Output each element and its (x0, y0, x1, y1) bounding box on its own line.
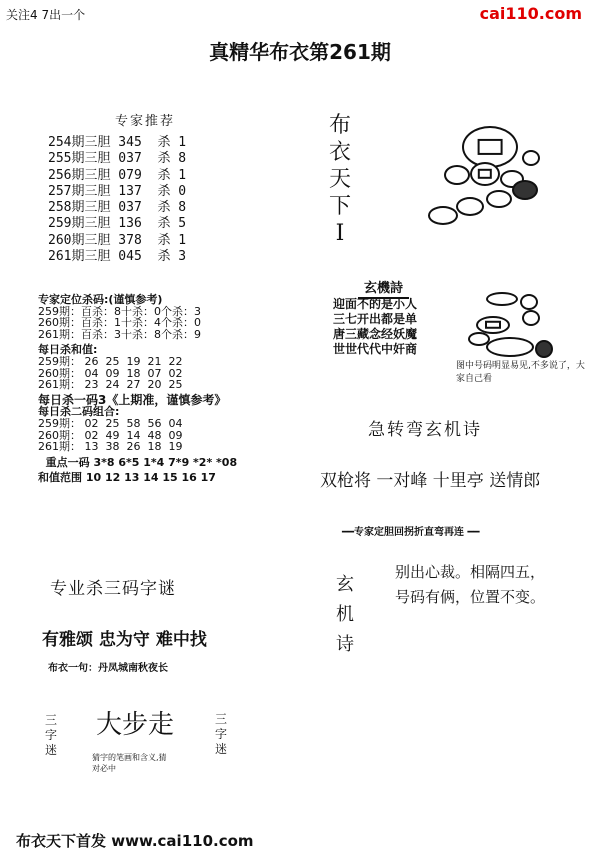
brand-char: 衣 (328, 140, 351, 165)
block-line: 259期：百杀：8十杀：0个杀：3 (38, 304, 201, 318)
expert-row: 259期三胆 136 杀 5 (48, 216, 187, 232)
expert-row: 257期三胆 137 杀 0 (48, 183, 187, 199)
block-line: 重点一码 3*8 6*5 1*4 7*9 *2* *08 (38, 455, 238, 469)
footer-text: 布衣天下首发 www.cai110.com (16, 832, 254, 850)
expert-row: 254期三胆 345 杀 1 (48, 135, 187, 150)
poem-line: 三七开出都是单 (333, 312, 418, 326)
block-line: 260期： 02 49 14 48 09 (38, 428, 183, 442)
block-line: 261期：百杀：3十杀：8个杀：9 (38, 327, 201, 341)
poem-line: 唐三藏念经妖魔 (333, 327, 418, 341)
block-line: 每日杀和值: (38, 343, 98, 357)
expert-dan-line: ━━专家定胆回拐折直弯再连 ━━ (342, 527, 480, 538)
block-line: 260期：百杀：1十杀：4个杀：0 (38, 316, 201, 330)
xuanji-title: 玄機詩 (358, 276, 409, 299)
riddle-big-word: 大步走 (96, 710, 175, 740)
brand-char: 布 (328, 113, 351, 138)
expert-row: 256期三胆 079 杀 1 (48, 167, 187, 183)
buyi-sentence: 布衣一句：丹凤城南秋夜长 (48, 663, 168, 674)
block-line: 261期： 13 38 26 18 19 (38, 440, 183, 454)
poem-line: 号码有俩，位置不变。 (395, 588, 546, 606)
page-title: 真精华布衣第261期 (209, 40, 391, 64)
poem-line: 迎面不的是小人 (333, 297, 418, 311)
expert-recommend-header: 专家推荐 (115, 114, 176, 129)
block-line: 每日杀二码组合: (38, 405, 120, 419)
top-note: 关注4 7出一个 (6, 8, 86, 22)
expert-list (48, 135, 186, 265)
poem-line: 世世代代中奸商 (333, 342, 418, 356)
xuanji-poem (333, 297, 417, 357)
answer-line: 双枪将 一对峰 十里亭 送情郎 (320, 471, 541, 491)
block-line: 每日杀一码3《上期准，谨慎参考》 (38, 392, 227, 407)
riddle-note: 猜字的笔画和含义,猜 对必中 (92, 753, 167, 773)
riddle-label-right: 三 字 迷 (214, 712, 227, 756)
brand-char: I (335, 221, 345, 246)
kill-code-block (38, 294, 237, 484)
vertical-char: 玄 (336, 574, 354, 595)
block-line: 专家定位杀码:(谨慎参考) (38, 293, 163, 306)
vertical-char: 机 (336, 604, 354, 625)
xuanji-vertical (332, 570, 358, 660)
block-line: 260期： 04 09 18 07 02 (38, 366, 183, 380)
block-line: 259期： 26 25 19 21 22 (38, 354, 183, 368)
block-line: 和值范围 10 12 13 14 15 16 17 (38, 471, 216, 485)
block-line: 259期： 02 25 58 56 04 (38, 416, 183, 430)
image-caption: 图中号码明显易见,不多说了，大家自己看 (456, 361, 585, 384)
brand-char: 下 (328, 194, 351, 219)
riddle-line: 有雅颂 忠为守 难中找 (42, 630, 207, 650)
brand-char: 天 (328, 167, 351, 192)
vertical-char: 诗 (336, 634, 354, 655)
block-line: 261期： 23 24 27 20 25 (38, 378, 183, 392)
brain-teaser-title: 急转弯玄机诗 (368, 420, 482, 440)
expert-row: 258期三胆 037 杀 8 (48, 200, 187, 216)
riddle-label-left: 三 字 迷 (44, 713, 57, 757)
kill3-riddle-title: 专业杀三码字谜 (50, 579, 176, 599)
brain-teaser-poem (395, 560, 545, 610)
expert-row: 261期三胆 045 杀 3 (48, 249, 187, 265)
brand-vertical (325, 112, 355, 247)
poem-line: 别出心裁。相隔四五， (395, 563, 546, 581)
expert-row: 260期三胆 378 杀 1 (48, 232, 187, 248)
site-logo-text[interactable]: cai110.com (479, 4, 582, 23)
expert-row: 255期三胆 037 杀 8 (48, 151, 187, 167)
